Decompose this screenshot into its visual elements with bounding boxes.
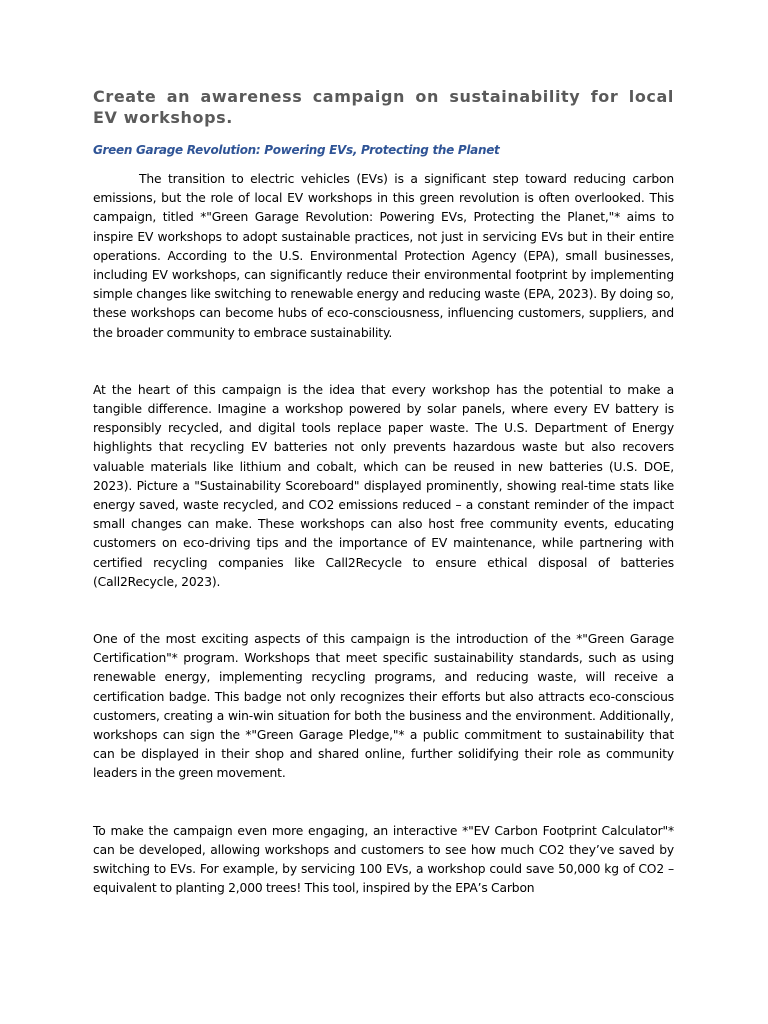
paragraph-spacer (93, 592, 674, 630)
paragraph-spacer (93, 784, 674, 822)
document-title: Create an awareness campaign on sustainability for local EV workshops. (93, 87, 674, 127)
paragraph-certification: One of the most exciting aspects of this campaign is the introduction of the *"Green Garage Certification"* program. Workshops that meet specific sustainability standards, such as using renewable energy, implementing recycling programs, and reducing waste, will receive a certification badge. This badge not only recognizes their efforts but also attracts eco-conscious customers, creating a win-win situation for both the business and the environment. Additionally, workshops can sign the *"Green Garage Pledge,"* a public commitment to sustainability that can be displayed in their shop and shared online, further solidifying their role as community leaders in the green movement. (93, 632, 674, 781)
campaign-subtitle: Green Garage Revolution: Powering EVs, Protecting the Planet (93, 143, 500, 157)
paragraph-intro: The transition to electric vehicles (EVs) is a significant step toward reducing carbon emissions, but the role of local EV workshops in this green revolution is often overlooked. This campaign, titled *"Green Garage Revolution: Powering EVs, Protecting the Planet,"* aims to inspire EV workshops to adopt sustainable practices, not just in servicing EVs but in their entire operations. According to the U.S. Environmental Protection Agency (EPA), small businesses, including EV workshops, can significantly reduce their environmental footprint by implementing simple changes like switching to renewable energy and reducing waste (EPA, 2023). By doing so, these workshops can become hubs of eco-consciousness, influencing customers, suppliers, and the broader community to embrace sustainability. (93, 172, 674, 340)
paragraph-spacer (93, 343, 674, 381)
paragraph-calculator: To make the campaign even more engaging, an interactive *"EV Carbon Footprint Calculator"* can be developed, allowing workshops and customers to see how much CO2 they’ve saved by switching to EVs. For example, by servicing 100 EVs, a workshop could save 50,000 kg of CO2 – equivalent to planting 2,000 trees! This tool, inspired by the EPA’s Carbon (93, 823, 674, 896)
paragraph-heart-of-campaign: At the heart of this campaign is the idea that every workshop has the potential to make a tangible difference. Imagine a workshop powered by solar panels, where every EV battery is responsibly recycled, and digital tools replace paper waste. The U.S. Department of Energy highlights that recycling EV batteries not only prevents hazardous waste but also recovers valuable materials like lithium and cobalt, which can be reused in new batteries (U.S. DOE, 2023). Picture a "Sustainability Scoreboard" displayed prominently, showing real-time stats like energy saved, waste recycled, and CO2 emissions reduced – a constant reminder of the impact small changes can make. These workshops can also host free community events, educating customers on eco-driving tips and the importance of EV maintenance, while partnering with certified recycling companies like Call2Recycle to ensure ethical disposal of batteries (Call2Recycle, 2023). (93, 382, 674, 589)
document-page (93, 86, 674, 899)
